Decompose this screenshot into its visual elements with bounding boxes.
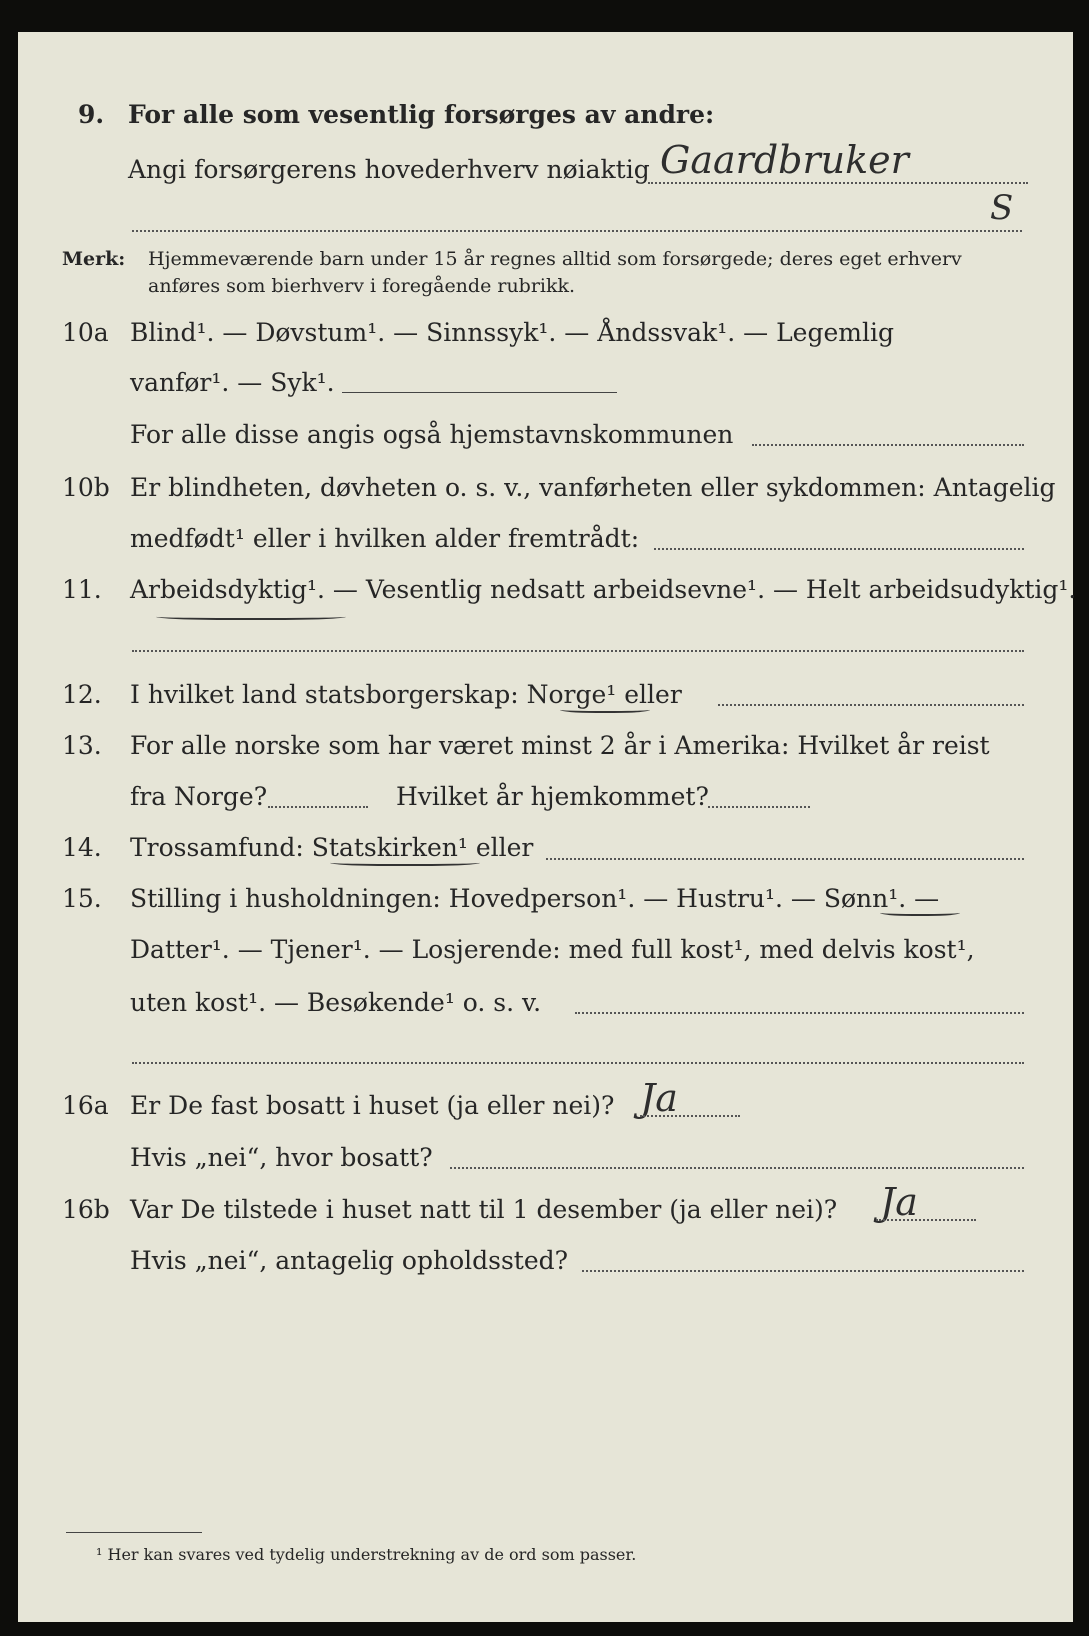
q14-answer-line (546, 858, 1024, 860)
footnote-divider (66, 1532, 202, 1533)
q16a-line-2: Hvis „nei“, hvor bosatt? (130, 1143, 433, 1172)
q16a-address-line (450, 1167, 1024, 1169)
q15-line-2: Datter¹. — Tjener¹. — Losjerende: med full kost¹, med delvis kost¹, (130, 935, 975, 964)
q11-line-1: Arbeidsdyktig¹. — Vesentlig nedsatt arbeidsevne¹. — Helt arbeidsudyktig¹. (130, 575, 1077, 604)
q10a-hometown-line (752, 444, 1024, 446)
q10a-line-2: vanfør¹. — Syk¹. (130, 368, 335, 397)
q13-line-2a: fra Norge? (130, 782, 268, 811)
q13-return-line (708, 806, 810, 808)
q15-line-3: uten kost¹. — Besøkende¹ o. s. v. (130, 988, 542, 1017)
q9-handwritten-mark: S (990, 188, 1014, 228)
q16b-number: 16b (62, 1195, 110, 1224)
q16b-line-2: Hvis „nei“, antagelig opholdssted? (130, 1246, 569, 1275)
merk-text-1: Hjemmeværende barn under 15 år regnes alltid som forsørgede; deres eget erhverv (148, 248, 962, 270)
q15-line-1: Stilling i husholdningen: Hovedperson¹. — Hustru¹. — Sønn¹. — (130, 884, 940, 913)
q16b-line-1: Var De tilstede i huset natt til 1 desember (ja eller nei)? (130, 1195, 838, 1224)
q10a-line-1: Blind¹. — Døvstum¹. — Sinnssyk¹. — Åndssvak¹. — Legemlig (130, 318, 894, 347)
q9-question: Angi forsørgerens hovederhverv nøiaktig (128, 155, 650, 184)
q16a-answer-line (640, 1115, 740, 1117)
q12-answer-line (718, 704, 1024, 706)
q13-departure-line (268, 806, 368, 808)
q16a-number: 16a (62, 1091, 109, 1120)
q13-line-1: For alle norske som har været minst 2 år i Amerika: Hvilket år reist (130, 731, 990, 760)
q15-sonn-underline (880, 908, 960, 916)
q10a-line-3: For alle disse angis også hjemstavnskommunen (130, 420, 734, 449)
q11-arbeidsdyktig-underline (156, 612, 346, 620)
q12-line-1: I hvilket land statsborgerskap: Norge¹ eller (130, 680, 682, 709)
q10b-line-1: Er blindheten, døvheten o. s. v., vanførheten eller sykdommen: Antagelig (130, 473, 1056, 502)
q12-norge-underline (560, 705, 650, 713)
q16a-line-1: Er De fast bosatt i huset (ja eller nei)? (130, 1091, 615, 1120)
q10a-number: 10a (62, 318, 109, 347)
q10b-line-2: medfødt¹ eller i hvilken alder fremtrådt: (130, 524, 640, 553)
q9-number: 9. (78, 100, 105, 129)
q16b-answer-line (876, 1219, 976, 1221)
q10b-answer-line (654, 548, 1024, 550)
q10a-answer-line (342, 392, 617, 393)
q10b-number: 10b (62, 473, 110, 502)
merk-text-2: anføres som bierhverv i foregående rubrikk. (148, 275, 576, 297)
q13-number: 13. (62, 731, 102, 760)
q16a-handwritten-answer: Ja (640, 1076, 678, 1120)
q16b-location-line (582, 1270, 1024, 1272)
q15-second-line (132, 1062, 1024, 1064)
q15-answer-line (575, 1012, 1024, 1014)
q9-heading: For alle som vesentlig forsørges av andre: (128, 100, 715, 129)
q9-answer-line (648, 182, 1028, 184)
q11-second-line (132, 650, 1024, 652)
footnote: ¹ Her kan svares ved tydelig understrekning av de ord som passer. (96, 1545, 637, 1564)
q13-line-2b: Hvilket år hjemkommet? (396, 782, 709, 811)
q14-line-1: Trossamfund: Statskirken¹ eller (130, 833, 534, 862)
q16b-handwritten-answer: Ja (880, 1180, 918, 1224)
q14-number: 14. (62, 833, 102, 862)
q14-statskirken-underline (330, 858, 480, 866)
q9-second-line (132, 230, 1022, 232)
merk-label: Merk: (62, 248, 126, 270)
q9-handwritten-answer: Gaardbruker (660, 138, 909, 182)
q11-number: 11. (62, 575, 102, 604)
q15-number: 15. (62, 884, 102, 913)
q12-number: 12. (62, 680, 102, 709)
